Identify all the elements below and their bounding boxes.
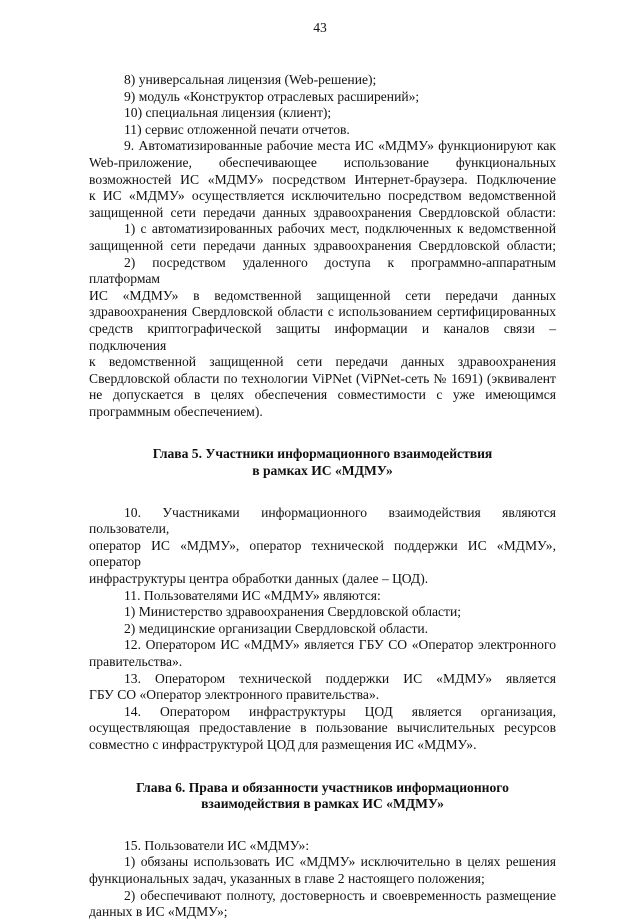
- paragraph-10-line: оператор ИС «МДМУ», оператор технической поддержки ИС «МДМУ», оператор: [89, 537, 556, 570]
- paragraph-15-1-line: 1) обязаны использовать ИС «МДМУ» исключительно в целях решения: [124, 854, 556, 870]
- paragraph-13-line: 13. Оператором технической поддержки ИС «МДМУ» является: [124, 670, 556, 686]
- document-body: [89, 72, 556, 921]
- paragraph-9-1-line: 1) с автоматизированных рабочих мест, подключенных к ведомственной: [124, 221, 556, 237]
- list-item: 11) сервис отложенной печати отчетов.: [124, 121, 350, 137]
- paragraph-9-2-line: ИС «МДМУ» в ведомственной защищенной сети передачи данных: [89, 287, 556, 303]
- paragraph-9-line: к ИС «МДМУ» осуществляется исключительно посредством ведомственной: [89, 188, 556, 204]
- paragraph-9-line: 9. Автоматизированные рабочие места ИС «МДМУ» функционируют как: [124, 138, 556, 154]
- paragraph-15-2-line: данных в ИС «МДМУ»;: [89, 904, 228, 920]
- chapter-5-title: в рамках ИС «МДМУ»: [252, 463, 393, 479]
- paragraph-9-2-line: средств криптографической защиты информации и каналов связи – подключения: [89, 320, 556, 353]
- paragraph-13-line: ГБУ СО «Оператор электронного правительства».: [89, 687, 380, 703]
- list-item: 8) универсальная лицензия (Web-решение);: [124, 72, 377, 87]
- paragraph-9-1-line: защищенной сети передачи данных здравоохранения Свердловской области;: [89, 237, 556, 253]
- paragraph-12-line: правительства».: [89, 654, 183, 669]
- paragraph-9-2-line: к ведомственной защищенной сети передачи данных здравоохранения: [89, 354, 556, 370]
- paragraph-14-line: совместно с инфраструктурой ЦОД для размещения ИС «МДМУ».: [89, 736, 477, 752]
- paragraph-9-2-line: здравоохранения Свердловской области с использованием сертифицированных: [89, 304, 556, 320]
- paragraph-9-2-line: программным обеспечением).: [89, 403, 263, 419]
- page-number: 43: [313, 20, 327, 35]
- paragraph-11-line: 11. Пользователями ИС «МДМУ» являются:: [124, 587, 381, 603]
- chapter-6-title: взаимодействия в рамках ИС «МДМУ»: [201, 796, 444, 812]
- list-item: 2) медицинские организации Свердловской области.: [124, 620, 429, 636]
- paragraph-10-line: инфраструктуры центра обработки данных (далее – ЦОД).: [89, 571, 429, 587]
- paragraph-14-line: 14. Оператором инфраструктуры ЦОД является организация,: [124, 703, 556, 719]
- paragraph-15-1-line: функциональных задач, указанных в главе 2 настоящего положения;: [89, 870, 485, 886]
- paragraph-12-line: 12. Оператором ИС «МДМУ» является ГБУ СО «Оператор электронного: [124, 637, 556, 653]
- paragraph-9-2-line: не допускается в целях обеспечения совместимости с уже имеющимся: [89, 387, 556, 403]
- paragraph-15-line: 15. Пользователи ИС «МДМУ»:: [124, 837, 310, 853]
- list-item: 10) специальная лицензия (клиент);: [124, 105, 332, 121]
- chapter-6-title: Глава 6. Права и обязанности участников информационного: [136, 779, 509, 795]
- paragraph-9-line: защищенной сети передачи данных здравоохранения Свердловской области:: [89, 204, 556, 220]
- list-item: 9) модуль «Конструктор отраслевых расширений»;: [124, 88, 420, 104]
- paragraph-9-line: Web-приложение, обеспечивающее использование функциональных: [89, 154, 556, 170]
- paragraph-9-2-line: 2) посредством удаленного доступа к программно-аппаратным платформам: [89, 254, 556, 287]
- paragraph-9-2-line: Свердловской области по технологии ViPNet (ViPNet-сеть № 1691) (эквивалент: [89, 370, 556, 386]
- paragraph-15-2-line: 2) обеспечивают полноту, достоверность и своевременность размещение: [124, 887, 556, 903]
- paragraph-14-line: осуществляющая предоставление в пользование вычислительных ресурсов: [89, 720, 556, 736]
- paragraph-10-line: 10. Участниками информационного взаимодействия являются пользователи,: [89, 504, 556, 537]
- paragraph-9-line: возможностей ИС «МДМУ» посредством Интернет-браузера. Подключение: [89, 171, 556, 187]
- list-item: 1) Министерство здравоохранения Свердловской области;: [124, 604, 462, 620]
- chapter-5-title: Глава 5. Участники информационного взаимодействия: [152, 446, 493, 462]
